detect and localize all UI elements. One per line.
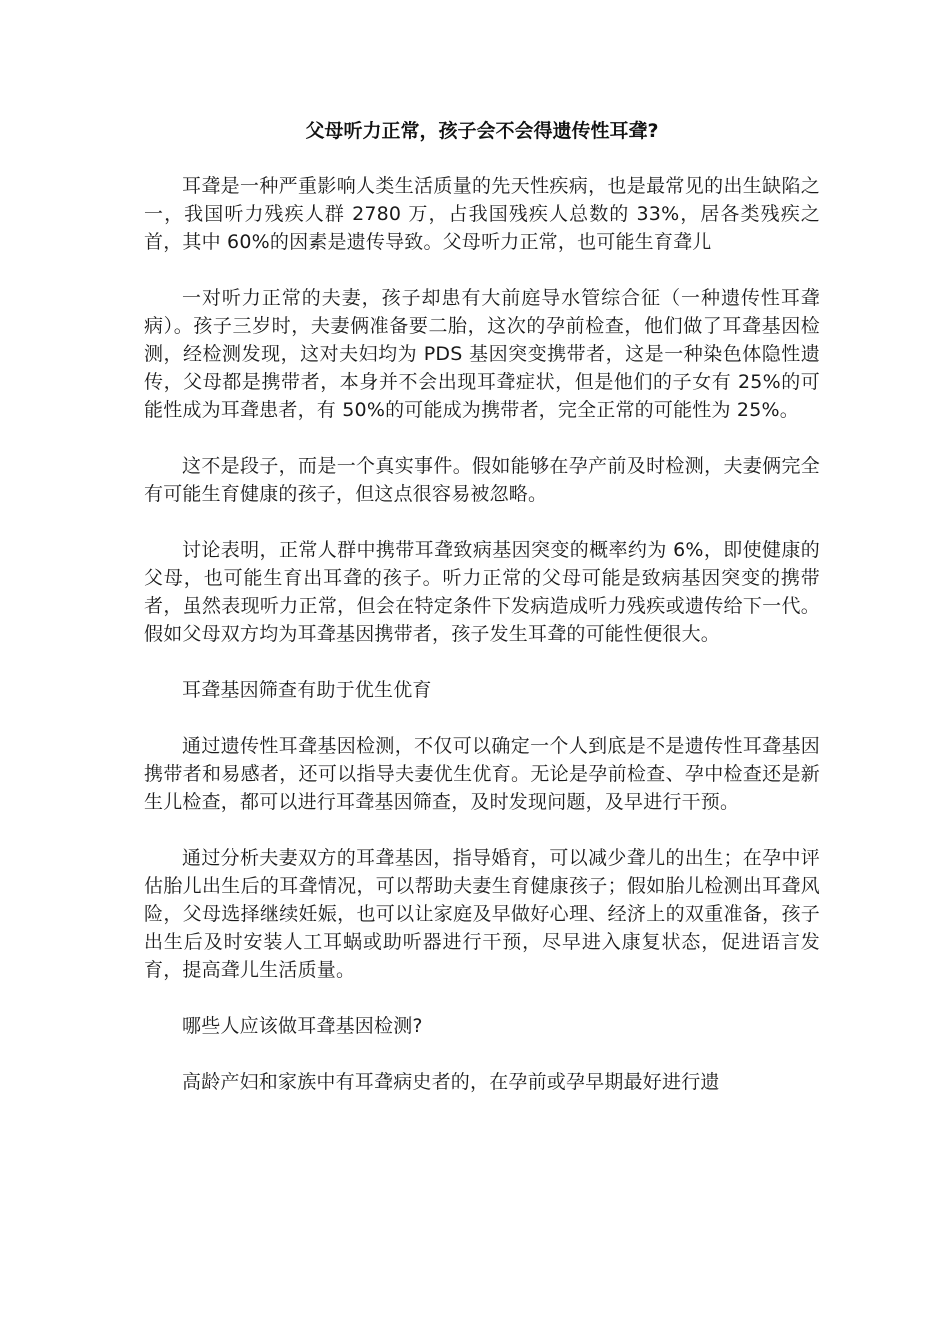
paragraph-analysis: 通过分析夫妻双方的耳聋基因，指导婚育，可以减少聋儿的出生；在孕中评估胎儿出生后的耳聋情况，可以帮助夫妻生育健康孩子；假如胎儿检测出耳聋风险，父母选择继续妊娠，也可以让家庭及早做好心理、经济上的双重准备，孩子出生后及时安装人工耳蜗或助听器进行干预，尽早进入康复状态，促进语言发育，提高聋儿生活质量。 [144,847,820,981]
document-title: 父母听力正常，孩子会不会得遗传性耳聋? [305,120,659,142]
section-heading-screening: 耳聋基因筛查有助于优生优育 [182,679,432,701]
paragraph-high-risk: 高龄产妇和家族中有耳聋病史者的，在孕前或孕早期最好进行遗 [182,1071,720,1093]
paragraph-real-event: 这不是段子，而是一个真实事件。假如能够在孕产前及时检测，夫妻俩完全有可能生育健康的孩子，但这点很容易被忽略。 [144,455,820,505]
paragraph-intro: 耳聋是一种严重影响人类生活质量的先天性疾病，也是最常见的出生缺陷之一，我国听力残疾人群 2780 万，占我国残疾人总数的 33%，居各类残疾之首，其中 60%的因素是遗传导致。父母听力正常，也可能生育聋儿 [144,175,820,253]
document-page [144,116,820,1124]
paragraph-screening-benefits: 通过遗传性耳聋基因检测，不仅可以确定一个人到底是不是遗传性耳聋基因携带者和易感者，还可以指导夫妻优生优育。无论是孕前检查、孕中检查还是新生儿检查，都可以进行耳聋基因筛查，及时发现问题，及早进行干预。 [144,735,820,813]
paragraph-carrier-probability: 讨论表明，正常人群中携带耳聋致病基因突变的概率约为 6%，即使健康的父母，也可能生育出耳聋的孩子。听力正常的父母可能是致病基因突变的携带者，虽然表现听力正常，但会在特定条件下发病造成听力残疾或遗传给下一代。假如父母双方均为耳聋基因携带者，孩子发生耳聋的可能性便很大。 [144,539,820,645]
section-heading-who-should-test: 哪些人应该做耳聋基因检测? [182,1015,423,1037]
paragraph-case: 一对听力正常的夫妻，孩子却患有大前庭导水管综合征（一种遗传性耳聋病）。孩子三岁时，夫妻俩准备要二胎，这次的孕前检查，他们做了耳聋基因检测，经检测发现，这对夫妇均为 PDS 基因突变携带者，这是一种染色体隐性遗传，父母都是携带者，本身并不会出现耳聋症状，但是他们的子女有 25%的可能性成为耳聋患者，有 50%的可能成为携带者，完全正常的可能性为 25%。 [144,287,820,421]
